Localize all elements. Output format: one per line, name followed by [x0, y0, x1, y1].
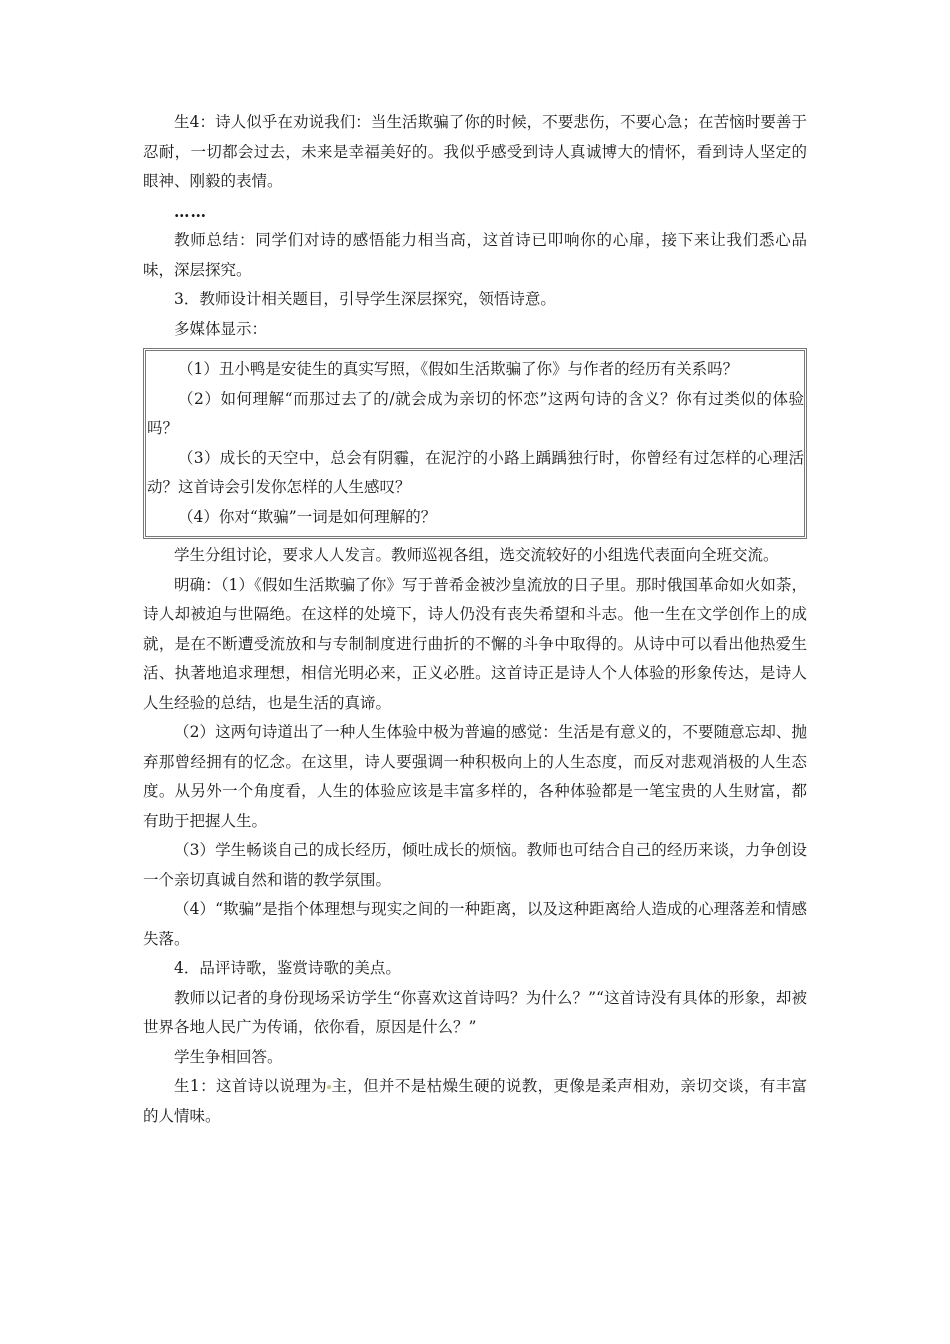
ellipsis: …… — [174, 201, 207, 221]
student-1-text-end: 主，但并不是枯燥生硬的说教，更像是柔声相劝，亲切交谈，有丰富的人情味。 — [143, 1077, 807, 1125]
interview-paragraph: 教师以记者的身份现场采访学生“你喜欢这首诗吗？为什么？”“这首诗没有具体的形象，却被世界各地人民广为传诵，依你看，原因是什么？” — [143, 988, 807, 1036]
question-item-3: （3）成长的天空中，总会有阴霾，在泥泞的小路上踽踽独行时，你曾经有过怎样的心理活动？这首诗会引发你怎样的人生感叹？ — [147, 448, 804, 496]
answer-1-paragraph: 明确：（1）《假如生活欺骗了你》写于普希金被沙皇流放的日子里。那时俄国革命如火如荼，诗人却被迫与世隔绝。在这样的处境下，诗人仍没有丧失希望和斗志。他一生在文学创作上的成就，是在不断遭受流放和与专制制度进行曲折的不懈的斗争中取得的。从诗中可以看出他热爱生活、执著地追求理想，相信光明必来，正义必胜。这首诗正是诗人个人体验的形象传达，是诗人人生经验的总结，也是生活的真谛。 — [143, 575, 807, 712]
teacher-summary-paragraph: 教师总结：同学们对诗的感悟能力相当高，这首诗已叩响你的心扉，接下来让我们悉心品味，深层探究。 — [143, 231, 807, 279]
question-item-4: （4）你对“欺骗”一词是如何理解的？ — [178, 507, 437, 526]
question-item-2: （2）如何理解“而那过去了的/就会成为亲切的怀恋”这两句诗的含义？你有过类似的体验吗？ — [147, 389, 804, 437]
student-1-paragraph — [143, 1072, 807, 1131]
student-1-text-start: 生1：这首诗以说理为 — [174, 1077, 328, 1095]
answer-2-paragraph: （2）这两句诗道出了一种人生体验中极为普遍的感觉：生活是有意义的，不要随意忘却、抛弃那曾经拥有的忆念。在这里，诗人要强调一种积极向上的人生态度，而反对悲观消极的人生态度。从另外一个角度看，人生的体验应该是丰富多样的，各种体验都是一笔宝贵的人生财富，都有助于把握人生。 — [143, 723, 807, 830]
answer-4-paragraph: （4）“欺骗”是指个体理想与现实之间的一种距离，以及这种距离给人造成的心理落差和情感失落。 — [143, 900, 807, 948]
students-answer-paragraph: 学生争相回答。 — [174, 1047, 283, 1066]
group-discussion-paragraph: 学生分组讨论，要求人人发言。教师巡视各组，选交流较好的小组选代表面向全班交流。 — [174, 546, 779, 564]
step-4-heading: 4．品评诗歌，鉴赏诗歌的美点。 — [174, 959, 401, 977]
answer-3-paragraph: （3）学生畅谈自己的成长经历，倾吐成长的烦恼。教师也可结合自己的经历来谈，力争创设一个亲切真诚自然和谐的教学氛围。 — [143, 841, 807, 889]
document-page — [143, 108, 807, 1131]
multimedia-label: 多媒体显示： — [174, 319, 268, 338]
student-4-paragraph: 生4：诗人似乎在劝说我们：当生活欺骗了你的时候，不要悲伤，不要心急；在苦恼时要善于忍耐，一切都会过去，未来是幸福美好的。我似乎感受到诗人真诚博大的情怀，看到诗人坚定的眼神、刚毅的表情。 — [143, 113, 807, 190]
question-item-1: （1）丑小鸭是安徒生的真实写照，《假如生活欺骗了你》与作者的经历有关系吗？ — [178, 360, 739, 378]
step-3-heading: 3．教师设计相关题目，引导学生深层探究，领悟诗意。 — [174, 290, 556, 308]
multimedia-question-box — [143, 348, 807, 539]
